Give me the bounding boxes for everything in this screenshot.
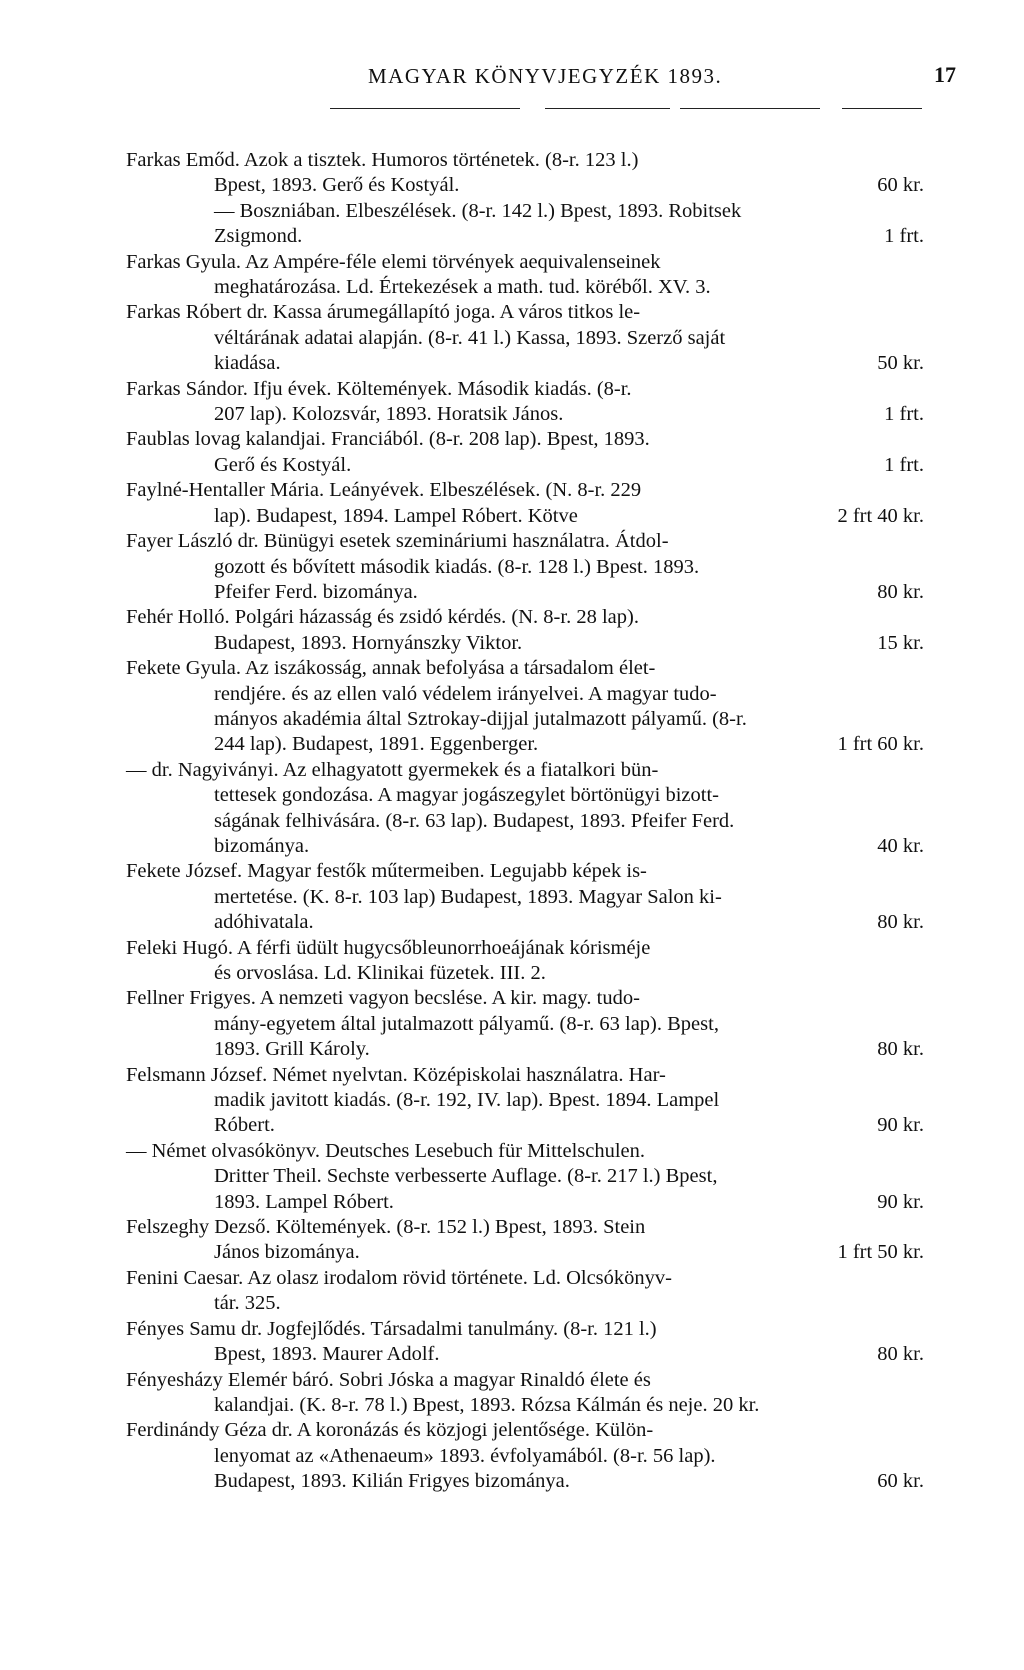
entry-text: Feleki Hugó. A férfi üdült hugycsőbleunorrhoeájának kórisméje: [126, 936, 651, 959]
entry-line: [170, 173, 924, 198]
entry-text: Pfeifer Ferd. bizománya.: [214, 580, 418, 603]
entry-text: tettesek gondozása. A magyar jogászegylet börtönügyi bizott-: [214, 784, 719, 807]
entry-text: Farkas Emőd. Azok a tisztek. Humoros történetek. (8-r. 123 l.): [126, 149, 639, 171]
entry-text: Budapest, 1893. Hornyánszky Viktor.: [214, 631, 523, 654]
header-rule: [545, 108, 670, 109]
bibliography-entry: [126, 300, 924, 376]
bibliography-entry: [126, 1368, 924, 1419]
entry-text: Bpest, 1893. Gerő és Kostyál.: [214, 174, 460, 197]
entry-text: meghatározása. Ld. Értekezések a math. tud. köréből. XV. 3.: [214, 276, 711, 299]
entry-text: Dritter Theil. Sechste verbesserte Auflage. (8-r. 217 l.) Bpest,: [214, 1165, 718, 1188]
entry-line: [170, 351, 924, 376]
entry-line: [126, 427, 924, 452]
entry-text: véltárának adatai alapján. (8-r. 41 l.) Kassa, 1893. Szerző saját: [214, 326, 726, 349]
entry-line: [126, 936, 924, 961]
entry-text: rendjére. és az ellen való védelem irányelvei. A magyar tudo-: [214, 682, 717, 705]
entry-line: [170, 555, 924, 580]
entry-price: 1 frt 60 kr.: [837, 733, 924, 756]
entry-text: Róbert.: [214, 1114, 275, 1137]
entry-price: 80 kr.: [877, 1038, 924, 1061]
entry-price: 15 kr.: [877, 631, 924, 654]
entry-line: [170, 1240, 924, 1265]
entry-line: [170, 682, 924, 707]
entry-text: — Boszniában. Elbeszélések. (8-r. 142 l.) Bpest, 1893. Robitsek: [214, 199, 742, 222]
entry-text: Faublas lovag kalandjai. Franciából. (8-r. 208 lap). Bpest, 1893.: [126, 428, 650, 451]
entry-line: [126, 605, 924, 630]
entry-line: [126, 1215, 924, 1240]
entry-text: mány-egyetem által jutalmazott pályamű. (8-r. 63 lap). Bpest,: [214, 1012, 719, 1035]
entry-line: [126, 250, 924, 275]
entry-price: 40 kr.: [877, 834, 924, 857]
bibliography-entry: [126, 605, 924, 656]
entry-line: [170, 580, 924, 605]
entry-text: Fényesházy Elemér báró. Sobri Jóska a magyar Rinaldó élete és: [126, 1368, 651, 1391]
page-number: 17: [934, 62, 956, 87]
entry-price: 1 frt 50 kr.: [837, 1241, 924, 1264]
bibliography-entry: [126, 377, 924, 428]
entry-line: [170, 1393, 924, 1418]
bibliography-entry: [126, 1317, 924, 1368]
bibliography-entries: [126, 148, 924, 1495]
entry-price: 80 kr.: [877, 1343, 924, 1366]
entry-price: 80 kr.: [877, 580, 924, 603]
entry-line: [170, 809, 924, 834]
entry-text: madik javitott kiadás. (8-r. 192, IV. lap). Bpest. 1894. Lampel: [214, 1089, 720, 1112]
entry-text: kiadása.: [214, 352, 281, 375]
entry-text: gozott és bővített második kiadás. (8-r. 128 l.) Bpest. 1893.: [214, 555, 700, 578]
entry-text: ságának felhivására. (8-r. 63 lap). Budapest, 1893. Pfeifer Ferd.: [214, 809, 735, 832]
entry-line: [170, 1190, 924, 1215]
entry-price: 60 kr.: [877, 1470, 924, 1493]
bibliography-entry: [126, 859, 924, 935]
entry-price: 90 kr.: [877, 1114, 924, 1137]
entry-text: 207 lap). Kolozsvár, 1893. Horatsik János.: [214, 403, 564, 426]
entry-line: [126, 377, 924, 402]
entry-line: [170, 1037, 924, 1062]
bibliography-entry: [126, 758, 924, 860]
entry-line: [126, 1266, 924, 1291]
entry-line: [170, 1291, 924, 1316]
entry-text: tár. 325.: [214, 1292, 281, 1315]
entry-price: 90 kr.: [877, 1190, 924, 1213]
entry-text: Faylné-Hentaller Mária. Leányévek. Elbeszélések. (N. 8-r. 229: [126, 479, 642, 502]
entry-line: [170, 504, 924, 529]
bibliography-entry: [126, 529, 924, 605]
entry-text: Felszeghy Dezső. Költemények. (8-r. 152 l.) Bpest, 1893. Stein: [126, 1216, 646, 1239]
entry-line: [170, 1469, 924, 1494]
entry-price: 2 frt 40 kr.: [837, 504, 924, 527]
entry-price: 50 kr.: [877, 352, 924, 375]
entry-price: 80 kr.: [877, 911, 924, 934]
entry-text: Zsigmond.: [214, 225, 303, 248]
running-title: MAGYAR KÖNYVJEGYZÉK 1893.: [368, 64, 723, 88]
header-rule: [330, 108, 520, 109]
entry-text: János bizománya.: [214, 1241, 360, 1264]
entry-line: [126, 1317, 924, 1342]
entry-line: [170, 707, 924, 732]
entry-line: [126, 1139, 924, 1164]
entry-text: Fekete József. Magyar festők műtermeiben. Legujabb képek is-: [126, 860, 647, 883]
entry-line: [170, 1164, 924, 1189]
entry-line: [170, 631, 924, 656]
bibliography-entry: [126, 427, 924, 478]
entry-line: [170, 961, 924, 986]
entry-line: [170, 199, 924, 224]
entry-line: [170, 732, 924, 757]
entry-text: 1893. Lampel Róbert.: [214, 1190, 394, 1213]
bibliography-entry: [126, 148, 924, 250]
entry-line: [170, 453, 924, 478]
entry-text: és orvoslása. Ld. Klinikai füzetek. III. 2.: [214, 962, 546, 984]
entry-line: [170, 275, 924, 300]
entry-line: [170, 1342, 924, 1367]
entry-line: [126, 758, 924, 783]
entry-text: bizománya.: [214, 834, 310, 857]
entry-line: [126, 1063, 924, 1088]
bibliography-entry: [126, 1418, 924, 1494]
entry-text: — Német olvasókönyv. Deutsches Lesebuch für Mittelschulen.: [126, 1139, 646, 1162]
bibliography-entry: [126, 986, 924, 1062]
entry-line: [170, 910, 924, 935]
entry-text: mányos akadémia által Sztrokay-dijjal jutalmazott pályamű. (8-r.: [214, 707, 747, 730]
entry-text: Ferdinándy Géza dr. A koronázás és közjogi jelentősége. Külön-: [126, 1419, 654, 1442]
entry-text: — dr. Nagyiványi. Az elhagyatott gyermekek és a fiatalkori bün-: [126, 758, 659, 781]
entry-text: Farkas Sándor. Ifju évek. Költemények. Második kiadás. (8-r.: [126, 377, 632, 400]
entry-text: Farkas Gyula. Az Ampére-féle elemi törvények aequivalenseinek: [126, 250, 661, 273]
entry-text: Fellner Frigyes. A nemzeti vagyon becslése. A kir. magy. tudo-: [126, 987, 640, 1010]
entry-text: Fekete Gyula. Az iszákosság, annak befolyása a társadalom élet-: [126, 657, 656, 680]
entry-price: 1 frt.: [884, 225, 924, 248]
entry-line: [126, 529, 924, 554]
entry-price: 1 frt.: [884, 453, 924, 476]
entry-text: Fayer László dr. Bünügyi esetek szemináriumi használatra. Átdol-: [126, 530, 669, 553]
entry-text: Gerő és Kostyál.: [214, 453, 352, 476]
entry-text: Fényes Samu dr. Jogfejlődés. Társadalmi tanulmány. (8-r. 121 l.): [126, 1317, 657, 1340]
entry-text: kalandjai. (K. 8-r. 78 l.) Bpest, 1893. Rózsa Kálmán és neje. 20 kr.: [214, 1393, 760, 1416]
entry-price: 60 kr.: [877, 174, 924, 197]
entry-line: [170, 224, 924, 249]
entry-line: [170, 326, 924, 351]
entry-line: [126, 986, 924, 1011]
entry-text: Fehér Holló. Polgári házasság és zsidó kérdés. (N. 8-r. 28 lap).: [126, 606, 639, 629]
bibliography-entry: [126, 250, 924, 301]
entry-line: [170, 1444, 924, 1469]
entry-text: Felsmann József. Német nyelvtan. Középiskolai használatra. Har-: [126, 1063, 666, 1086]
bibliography-entry: [126, 936, 924, 987]
entry-text: Bpest, 1893. Maurer Adolf.: [214, 1343, 440, 1366]
entry-text: Budapest, 1893. Kilián Frigyes bizománya.: [214, 1470, 570, 1493]
bibliography-entry: [126, 1139, 924, 1215]
entry-line: [170, 1012, 924, 1037]
entry-line: [126, 656, 924, 681]
entry-text: 244 lap). Budapest, 1891. Eggenberger.: [214, 733, 539, 756]
header-rule: [680, 108, 820, 109]
entry-line: [170, 834, 924, 859]
entry-line: [170, 402, 924, 427]
bibliography-entry: [126, 656, 924, 758]
entry-line: [126, 148, 924, 173]
running-head: [0, 60, 1024, 94]
entry-line: [126, 478, 924, 503]
entry-text: Fenini Caesar. Az olasz irodalom rövid története. Ld. Olcsókönyv-: [126, 1266, 672, 1289]
entry-line: [170, 783, 924, 808]
entry-line: [170, 1113, 924, 1138]
bibliography-entry: [126, 1266, 924, 1317]
entry-line: [126, 1368, 924, 1393]
entry-text: mertetése. (K. 8-r. 103 lap) Budapest, 1893. Magyar Salon ki-: [214, 885, 722, 908]
entry-text: 1893. Grill Károly.: [214, 1038, 370, 1061]
entry-text: lap). Budapest, 1894. Lampel Róbert. Kötve: [214, 504, 578, 527]
entry-line: [126, 859, 924, 884]
header-rule: [842, 108, 922, 109]
bibliography-entry: [126, 1063, 924, 1139]
entry-text: lenyomat az «Athenaeum» 1893. évfolyamából. (8-r. 56 lap).: [214, 1444, 716, 1467]
entry-line: [126, 300, 924, 325]
entry-line: [126, 1418, 924, 1443]
entry-line: [170, 1088, 924, 1113]
entry-text: adóhivatala.: [214, 911, 314, 934]
bibliography-entry: [126, 1215, 924, 1266]
entry-price: 1 frt.: [884, 403, 924, 426]
bibliography-entry: [126, 478, 924, 529]
entry-line: [170, 885, 924, 910]
entry-text: Farkas Róbert dr. Kassa árumegállapító joga. A város titkos le-: [126, 301, 641, 324]
